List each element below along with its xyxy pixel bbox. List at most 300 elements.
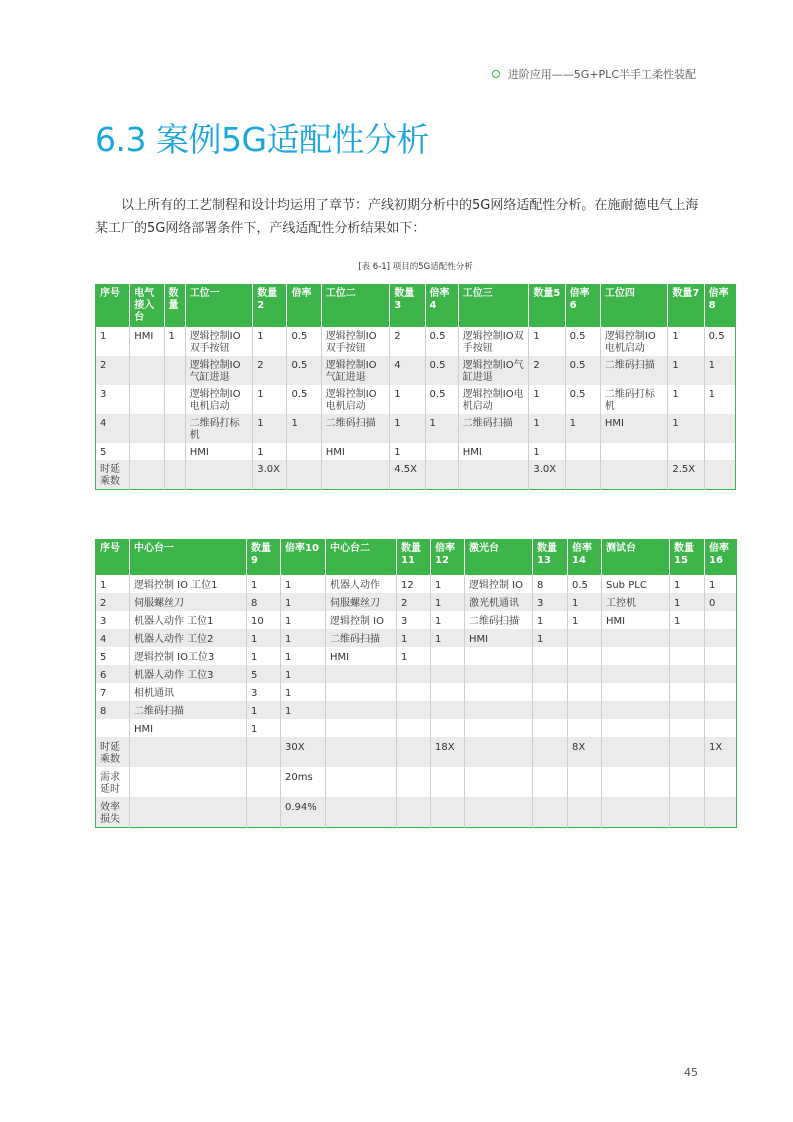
table-cell — [568, 797, 602, 828]
table-cell — [568, 665, 602, 683]
table-cell: 二维码扫描 — [321, 414, 390, 443]
table-cell: 8 — [533, 575, 568, 593]
table-cell — [565, 443, 600, 460]
column-header: 测试台 — [602, 540, 670, 575]
table-cell: 二维码扫描 — [600, 356, 668, 385]
table-cell: 1 — [397, 647, 431, 665]
table-cell: 1 — [529, 327, 565, 356]
column-header: 数量9 — [247, 540, 281, 575]
table-cell — [287, 460, 321, 490]
table-cell — [185, 460, 253, 490]
table-cell: 1 — [704, 356, 735, 385]
table-row — [96, 629, 737, 647]
table-cell — [565, 460, 600, 490]
table-cell — [96, 719, 130, 737]
table-cell: 1 — [704, 385, 735, 414]
table-cell: 逻辑控制IO电机启动 — [321, 385, 390, 414]
table-cell: 机器人动作 工位1 — [130, 611, 247, 629]
table-cell: 二维码扫描 — [326, 629, 397, 647]
table-cell: 伺服螺丝刀 — [326, 593, 397, 611]
table-cell: 2 — [390, 327, 425, 356]
table-cell — [326, 683, 397, 701]
table-cell — [247, 797, 281, 828]
table-cell: 2 — [96, 356, 130, 385]
table-cell: 二维码打标机 — [185, 414, 253, 443]
table-cell: 二维码扫描 — [465, 611, 533, 629]
table-cell — [670, 737, 705, 767]
table-cell: 0.5 — [287, 327, 321, 356]
running-header — [492, 66, 696, 82]
table-cell — [670, 701, 705, 719]
table-cell: 1 — [670, 611, 705, 629]
table-cell: 4 — [96, 629, 130, 647]
table-cell: 1 — [425, 414, 458, 443]
table-cell: 逻辑控制 IO 工位1 — [130, 575, 247, 593]
table-cell: 20ms — [281, 767, 326, 797]
table-cell: 效率损失 — [96, 797, 130, 828]
column-header: 工位三 — [458, 285, 529, 327]
table-cell — [602, 701, 670, 719]
table-row — [96, 575, 737, 593]
table-cell — [670, 683, 705, 701]
table-row — [96, 460, 736, 490]
table-cell — [533, 647, 568, 665]
table-cell — [533, 797, 568, 828]
table-cell — [130, 443, 164, 460]
table-cell — [705, 767, 737, 797]
table-cell — [602, 797, 670, 828]
table-cell: 0.5 — [565, 385, 600, 414]
table-cell: 逻辑控制IO双手按钮 — [458, 327, 529, 356]
circle-bullet-icon — [492, 70, 500, 78]
table-cell: 2 — [397, 593, 431, 611]
column-header: 倍率8 — [704, 285, 735, 327]
table-cell — [397, 683, 431, 701]
table-row — [96, 701, 737, 719]
table-cell: 逻辑控制 IO — [326, 611, 397, 629]
table-cell: 逻辑控制IO电机启动 — [185, 385, 253, 414]
table-cell: 3.0X — [529, 460, 565, 490]
table-cell: 4.5X — [390, 460, 425, 490]
table-cell: 1 — [431, 575, 465, 593]
table-cell — [705, 719, 737, 737]
table-cell — [397, 767, 431, 797]
table-cell — [465, 737, 533, 767]
table-cell: 8 — [96, 701, 130, 719]
column-header: 数量5 — [529, 285, 565, 327]
column-header: 工位二 — [321, 285, 390, 327]
table-cell: 1 — [529, 443, 565, 460]
table-cell: 1 — [390, 443, 425, 460]
table-cell — [130, 356, 164, 385]
table-cell — [705, 701, 737, 719]
table-cell — [600, 460, 668, 490]
table-cell — [130, 385, 164, 414]
page-number: 45 — [684, 1066, 698, 1079]
table-cell: 1 — [281, 701, 326, 719]
table-cell: HMI — [321, 443, 390, 460]
table-cell: 8 — [247, 593, 281, 611]
table-cell — [326, 767, 397, 797]
table-cell: 1 — [164, 327, 185, 356]
table-cell — [397, 737, 431, 767]
table-cell: 逻辑控制IO电机启动 — [600, 327, 668, 356]
table-header-row — [96, 540, 737, 575]
table-cell — [465, 665, 533, 683]
table-cell — [431, 683, 465, 701]
table-cell: 相机通讯 — [130, 683, 247, 701]
table-cell: 0.5 — [565, 327, 600, 356]
table-cell: 3 — [96, 385, 130, 414]
column-header: 工位一 — [185, 285, 253, 327]
table-cell: 8X — [568, 737, 602, 767]
column-header: 序号 — [96, 540, 130, 575]
table-cell: HMI — [465, 629, 533, 647]
table-cell — [326, 719, 397, 737]
table-cell: HMI — [326, 647, 397, 665]
table-cell: HMI — [458, 443, 529, 460]
table-cell: 6 — [96, 665, 130, 683]
table-cell: 0 — [705, 593, 737, 611]
table-cell — [465, 701, 533, 719]
table-cell — [533, 665, 568, 683]
table-cell: 1 — [529, 385, 565, 414]
table-cell — [321, 460, 390, 490]
table-cell: 0.5 — [565, 356, 600, 385]
table-cell — [602, 647, 670, 665]
table-cell — [431, 767, 465, 797]
table-cell: 时延乘数 — [96, 460, 130, 490]
table-cell: 1 — [529, 414, 565, 443]
table-cell — [705, 665, 737, 683]
column-header: 序号 — [96, 285, 130, 327]
table-cell — [668, 443, 704, 460]
table-cell — [397, 719, 431, 737]
table-cell: 1 — [668, 327, 704, 356]
table-cell: 0.5 — [704, 327, 735, 356]
table-cell: 机器人动作 工位2 — [130, 629, 247, 647]
table-cell — [670, 629, 705, 647]
table-cell: 0.94% — [281, 797, 326, 828]
table-cell: 1 — [431, 593, 465, 611]
table-cell: 机器人动作 — [326, 575, 397, 593]
table-cell: HMI — [130, 327, 164, 356]
table-cell — [326, 701, 397, 719]
table-row — [96, 593, 737, 611]
table-cell: 逻辑控制IO双手按钮 — [185, 327, 253, 356]
table-row — [96, 767, 737, 797]
table-cell: 机器人动作 工位3 — [130, 665, 247, 683]
table-cell: HMI — [602, 611, 670, 629]
table-cell — [130, 460, 164, 490]
table-cell: HMI — [600, 414, 668, 443]
table-row — [96, 443, 736, 460]
table-cell: 工控机 — [602, 593, 670, 611]
table-cell — [602, 683, 670, 701]
table-cell — [670, 767, 705, 797]
table-cell — [670, 797, 705, 828]
table-cell — [705, 683, 737, 701]
column-header: 倍率 — [287, 285, 321, 327]
column-header: 倍率6 — [565, 285, 600, 327]
table-cell — [670, 719, 705, 737]
table-cell — [568, 683, 602, 701]
table-cell — [130, 414, 164, 443]
table-cell — [704, 414, 735, 443]
table-cell: 2 — [529, 356, 565, 385]
column-header: 数量 — [164, 285, 185, 327]
table-cell: 逻辑控制IO气缸进退 — [185, 356, 253, 385]
table-cell: 1 — [565, 414, 600, 443]
table-cell — [600, 443, 668, 460]
table-cell — [431, 701, 465, 719]
table-cell — [465, 719, 533, 737]
table-cell — [705, 797, 737, 828]
table-cell — [602, 767, 670, 797]
table-row — [96, 327, 736, 356]
table-cell: 二维码扫描 — [130, 701, 247, 719]
table-cell — [602, 665, 670, 683]
table-cell: 伺服螺丝刀 — [130, 593, 247, 611]
table-cell: 1 — [533, 611, 568, 629]
table-cell: 18X — [431, 737, 465, 767]
table-cell: 时延乘数 — [96, 737, 130, 767]
column-header: 数量11 — [397, 540, 431, 575]
table-cell: 1 — [96, 327, 130, 356]
table-cell — [465, 647, 533, 665]
table-cell: 1 — [431, 611, 465, 629]
column-header: 中心台一 — [130, 540, 247, 575]
table-cell: 0.5 — [287, 356, 321, 385]
table-cell: 0.5 — [568, 575, 602, 593]
table-cell: 1 — [568, 593, 602, 611]
table-cell: 2 — [96, 593, 130, 611]
column-header: 数量15 — [670, 540, 705, 575]
section-title: 6.3 案例5G适配性分析 — [95, 120, 430, 159]
table-cell: 1 — [390, 414, 425, 443]
table-cell — [465, 797, 533, 828]
table-row — [96, 665, 737, 683]
table-cell — [425, 460, 458, 490]
table-cell — [287, 443, 321, 460]
table-cell — [397, 701, 431, 719]
table-cell: 1 — [247, 719, 281, 737]
table-cell: 1 — [253, 385, 287, 414]
table-cell — [602, 719, 670, 737]
table-cell: HMI — [130, 719, 247, 737]
table-cell — [130, 737, 247, 767]
table-cell: 1 — [670, 575, 705, 593]
table-cell — [431, 719, 465, 737]
table-cell: 逻辑控制IO气缸进退 — [321, 356, 390, 385]
table-cell — [326, 737, 397, 767]
table-cell: 需求延时 — [96, 767, 130, 797]
table-cell — [164, 356, 185, 385]
table-cell: 3 — [397, 611, 431, 629]
table-row — [96, 797, 737, 828]
table-cell: 5 — [96, 443, 130, 460]
table-cell — [602, 737, 670, 767]
table-cell — [533, 737, 568, 767]
table-cell: 4 — [390, 356, 425, 385]
table-cell: 二维码打标机 — [600, 385, 668, 414]
table-cell: 5 — [96, 647, 130, 665]
table-cell — [130, 797, 247, 828]
table-cell — [164, 414, 185, 443]
table-cell: HMI — [185, 443, 253, 460]
table-cell — [281, 719, 326, 737]
table-cell — [458, 460, 529, 490]
table-cell — [670, 665, 705, 683]
table-cell: 1 — [568, 611, 602, 629]
table-cell — [130, 767, 247, 797]
table-cell — [164, 385, 185, 414]
table-cell — [568, 629, 602, 647]
table-cell: 1 — [281, 629, 326, 647]
table-cell — [602, 629, 670, 647]
table-cell: 12 — [397, 575, 431, 593]
table-cell: 1 — [247, 701, 281, 719]
table-cell — [568, 701, 602, 719]
table-cell: 0.5 — [425, 327, 458, 356]
table-cell: 1 — [668, 414, 704, 443]
table-cell — [465, 767, 533, 797]
column-header: 中心台二 — [326, 540, 397, 575]
table-cell — [533, 767, 568, 797]
table-cell: 1 — [281, 683, 326, 701]
table-cell: 1 — [287, 414, 321, 443]
adaptability-table-1 — [95, 284, 736, 490]
table-cell — [704, 460, 735, 490]
table-cell — [533, 701, 568, 719]
column-header: 数量7 — [668, 285, 704, 327]
table-row — [96, 611, 737, 629]
table-cell: 3 — [533, 593, 568, 611]
table-cell — [431, 647, 465, 665]
table-cell — [670, 647, 705, 665]
table-cell — [705, 647, 737, 665]
table-cell — [705, 611, 737, 629]
table-cell: 1X — [705, 737, 737, 767]
table-cell — [397, 797, 431, 828]
table-cell — [431, 665, 465, 683]
table-cell: 1 — [390, 385, 425, 414]
table-cell: 二维码扫描 — [458, 414, 529, 443]
column-header: 激光台 — [465, 540, 533, 575]
table-cell — [704, 443, 735, 460]
adaptability-table-2 — [95, 539, 737, 828]
table-cell: 1 — [96, 575, 130, 593]
table-cell: 1 — [431, 629, 465, 647]
table-cell: 逻辑控制 IO工位3 — [130, 647, 247, 665]
table-cell: Sub PLC — [602, 575, 670, 593]
table-cell: 2 — [253, 356, 287, 385]
table-cell: 30X — [281, 737, 326, 767]
table-cell — [465, 683, 533, 701]
table-cell — [164, 443, 185, 460]
table-cell: 逻辑控制IO气缸进退 — [458, 356, 529, 385]
table-cell — [326, 797, 397, 828]
column-header: 倍率14 — [568, 540, 602, 575]
table-cell: 2.5X — [668, 460, 704, 490]
table-cell: 逻辑控制IO电机启动 — [458, 385, 529, 414]
table-cell: 1 — [281, 611, 326, 629]
table-cell: 1 — [253, 414, 287, 443]
table-row — [96, 737, 737, 767]
column-header: 数量13 — [533, 540, 568, 575]
table-cell: 1 — [397, 629, 431, 647]
table-cell: 1 — [253, 443, 287, 460]
table-cell: 3.0X — [253, 460, 287, 490]
table-cell — [425, 443, 458, 460]
table-row — [96, 683, 737, 701]
table-cell: 1 — [247, 629, 281, 647]
column-header: 电气接入台 — [130, 285, 164, 327]
table-cell: 4 — [96, 414, 130, 443]
table-cell: 逻辑控制IO双手按钮 — [321, 327, 390, 356]
column-header: 数量3 — [390, 285, 425, 327]
intro-paragraph: 以上所有的工艺制程和设计均运用了章节：产线初期分析中的5G网络适配性分析。在施耐德电气上海某工厂的5G网络部署条件下，产线适配性分析结果如下： — [95, 198, 699, 236]
table-cell: 7 — [96, 683, 130, 701]
table-cell: 1 — [705, 575, 737, 593]
table-cell — [431, 797, 465, 828]
table-cell — [568, 647, 602, 665]
table-cell: 1 — [247, 575, 281, 593]
table-cell: 1 — [281, 665, 326, 683]
table-cell: 1 — [670, 593, 705, 611]
table-cell — [568, 719, 602, 737]
table-cell — [326, 665, 397, 683]
table-cell: 1 — [281, 575, 326, 593]
table-cell: 0.5 — [425, 385, 458, 414]
table-cell — [705, 629, 737, 647]
column-header: 倍率10 — [281, 540, 326, 575]
table-cell: 3 — [247, 683, 281, 701]
table-caption: [表 6-1] 项目的5G适配性分析 — [358, 262, 473, 272]
column-header: 倍率4 — [425, 285, 458, 327]
table-cell: 5 — [247, 665, 281, 683]
column-header: 工位四 — [600, 285, 668, 327]
table-cell: 1 — [668, 385, 704, 414]
column-header: 倍率16 — [705, 540, 737, 575]
table-row — [96, 356, 736, 385]
table-row — [96, 414, 736, 443]
table-cell — [247, 767, 281, 797]
table-cell — [568, 767, 602, 797]
table-cell: 1 — [668, 356, 704, 385]
running-title: 进阶应用——5G+PLC半手工柔性装配 — [507, 68, 696, 81]
table-row — [96, 647, 737, 665]
table-header-row — [96, 285, 736, 327]
table-cell: 1 — [247, 647, 281, 665]
table-cell — [397, 665, 431, 683]
table-cell: 10 — [247, 611, 281, 629]
table-cell: 1 — [281, 647, 326, 665]
table-cell: 激光机通讯 — [465, 593, 533, 611]
column-header: 数量2 — [253, 285, 287, 327]
table-cell — [533, 683, 568, 701]
table-cell — [247, 737, 281, 767]
table-cell — [164, 460, 185, 490]
table-cell: 0.5 — [425, 356, 458, 385]
table-row — [96, 719, 737, 737]
column-header: 倍率12 — [431, 540, 465, 575]
table-cell: 3 — [96, 611, 130, 629]
table-cell: 1 — [281, 593, 326, 611]
table-row — [96, 385, 736, 414]
table-cell: 1 — [533, 629, 568, 647]
table-cell: 逻辑控制 IO — [465, 575, 533, 593]
